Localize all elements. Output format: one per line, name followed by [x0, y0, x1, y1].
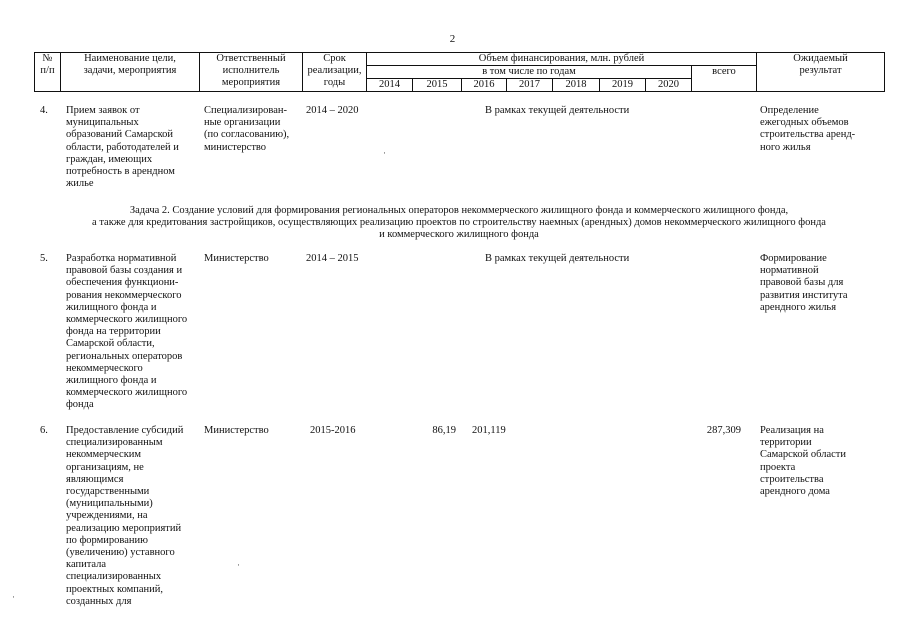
row-num: 6. [40, 425, 48, 436]
header-by-year: в том числе по годам [367, 66, 692, 79]
row-name: Разработка нормативной правовой базы создания и обеспечения функциони- рования некоммерческого жилищного фонда и коммерческого жилищного фонда на территории Самарской области, региональных операторов некоммерческого жилищного фонда и коммерческого жилищного фонда [66, 253, 188, 411]
header-term: Срок реализации, годы [303, 53, 367, 92]
row-responsible: Министерство [204, 253, 269, 264]
header-year-2018: 2018 [553, 79, 600, 92]
header-responsible: Ответственный исполнитель мероприятия [200, 53, 303, 92]
row-term: 2014 – 2020 [306, 105, 359, 116]
row-term: 2014 – 2015 [306, 253, 359, 264]
header-year-2019: 2019 [600, 79, 646, 92]
task-heading: Задача 2. Создание условий для формирования региональных операторов некоммерческого жилищного фонда и коммерческого жилищного фонда, а также для кредитования застройщиков, осуществляющих реализацию проектов по строительству наемных (арендных) домов некоммерческого жилищного фонда и коммерческого жилищного фонда [92, 205, 826, 241]
row-financing-note: В рамках текущей деятельности [485, 105, 630, 116]
scan-dot: · [12, 592, 15, 602]
row-financing-note: В рамках текущей деятельности [485, 253, 630, 264]
row-total: 287,309 [706, 425, 741, 436]
header-year-2016: 2016 [462, 79, 507, 92]
row-name: Предоставление субсидий специализированным некоммерческим организациям, не являющимся государственными (муниципальными) учреждениями, на реализацию мероприятий по формированию (увеличению) уставного капитала специализированных проектных компаний, созданных для [66, 425, 184, 607]
row-responsible: Специализирован- ные организации (по согласованию), министерство [204, 105, 290, 153]
row-responsible: Министерство [204, 425, 269, 436]
row-term: 2015-2016 [310, 425, 356, 436]
header-financing: Объем финансирования, млн. рублей [367, 53, 757, 66]
header-name: Наименование цели, задачи, мероприятия [61, 53, 200, 92]
header-total: всего [692, 66, 757, 92]
row-result: Определение ежегодных объемов строительства аренд- ного жилья [760, 105, 856, 153]
row-result: Реализация на территории Самарской области проекта строительства арендного дома [760, 425, 846, 498]
row-num: 5. [40, 253, 48, 264]
row-num: 4. [40, 105, 48, 116]
scan-dot: · [237, 560, 240, 570]
row-result: Формирование нормативной правовой базы для развития института арендного жилья [760, 253, 848, 313]
row-value-2016: 201,119 [472, 425, 506, 436]
row-name: Прием заявок от муниципальных образований Самарской области, работодателей и граждан, имеющих потребность в арендном жилье [66, 105, 179, 190]
scan-dot: · [383, 148, 386, 158]
row-value-2015: 86,19 [432, 425, 456, 436]
header-result: Ожидаемый результат [757, 53, 885, 92]
table-header [34, 52, 885, 92]
header-year-2014: 2014 [367, 79, 413, 92]
header-num: № п/п [35, 53, 61, 92]
header-year-2017: 2017 [507, 79, 553, 92]
header-year-2015: 2015 [413, 79, 462, 92]
page-number: 2 [449, 33, 456, 45]
header-year-2020: 2020 [646, 79, 692, 92]
